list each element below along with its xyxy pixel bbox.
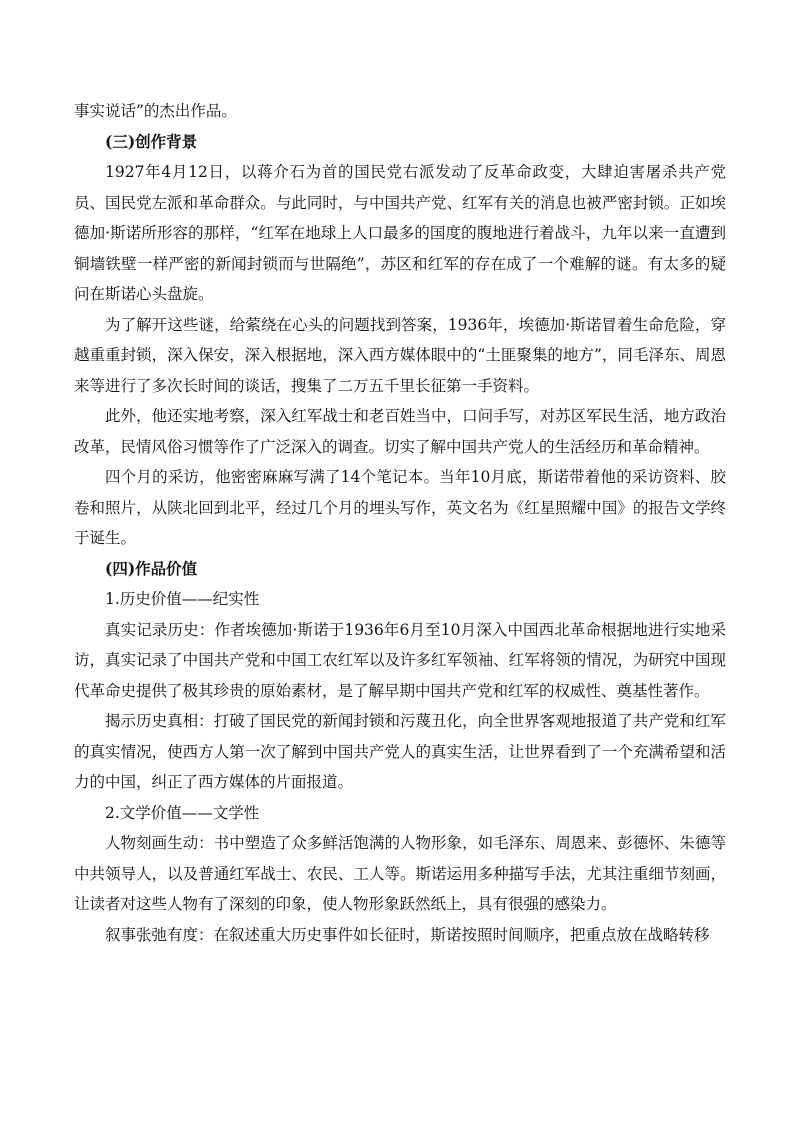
section-heading-value: (四)作品价值: [105, 558, 198, 578]
paragraph-reveal-truth: 揭示历史真相：打破了国民党的新闻封锁和污蔑丑化，向全世界客观地报道了共产党和红军的真实情况，使西方人第一次了解到中国共产党人的真实生活，让世界看到了一个充满希望和活力的中国，纠正了西方媒体的片面报道。: [74, 712, 726, 791]
paragraph-narrative: 叙事张弛有度：在叙述重大历史事件如长征时，斯诺按照时间顺序，把重点放在战略转移: [105, 925, 710, 944]
paragraph-characterization: 人物刻画生动：书中塑造了众多鲜活饱满的人物形象，如毛泽东、周恩来、彭德怀、朱德等中共领导人，以及普通红军战士、农民、工人等。斯诺运用多种描写手法，尤其注重细节刻画，让读者对这些人物有了深刻的印象，使人物形象跃然纸上，具有很强的感染力。: [74, 834, 726, 913]
section-heading-background: (三)创作背景: [105, 131, 198, 151]
subheading-historical-value: 1.历史价值——纪实性: [105, 590, 260, 608]
paragraph-background-4: 四个月的采访，他密密麻麻写满了14个笔记本。当年10月底，斯诺带着他的采访资料、胶卷和照片，从陕北回到北平，经过几个月的埋头写作，英文名为《红星照耀中国》的报告文学终于诞生。: [74, 468, 726, 547]
document-page: [74, 96, 726, 950]
paragraph-continuation: 事实说话”的杰出作品。: [74, 102, 237, 120]
paragraph-background-3: 此外，他还实地考察，深入红军战士和老百姓当中，口问手写，对苏区军民生活，地方政治改革，民情风俗习惯等作了广泛深入的调查。切实了解中国共产党人的生活经历和革命精神。: [74, 407, 726, 456]
paragraph-record-history: 真实记录历史：作者埃德加·斯诺于1936年6月至10月深入中国西北革命根据地进行实地采访，真实记录了中国共产党和中国工农红军以及许多红军领袖、红军将领的情况，为研究中国现代革命史提供了极其珍贵的原始素材，是了解早期中国共产党和红军的权威性、奠基性著作。: [74, 620, 726, 700]
paragraph-background-2: 为了解开这些谜，给萦绕在心头的问题找到答案，1936年，埃德加·斯诺冒着生命危险，穿越重重封锁，深入保安，深入根据地，深入西方媒体眼中的“土匪聚集的地方”，同毛泽东、周恩来等进行了多次长时间的谈话，搜集了二万五千里长征第一手资料。: [74, 315, 726, 395]
paragraph-background-1: 1927年4月12日，以蒋介石为首的国民党右派发动了反革命政变，大肆迫害屠杀共产党员、国民党左派和革命群众。与此同时，与中国共产党、红军有关的消息也被严密封锁。正如埃德加·斯诺所形容的那样，“红军在地球上人口最多的国度的腹地进行着战斗，九年以来一直遭到铜墙铁壁一样严密的新闻封锁而与世隔绝”，苏区和红军的存在成了一个难解的谜。有太多的疑问在斯诺心头盘旋。: [74, 163, 726, 303]
subheading-literary-value: 2.文学价值——文学性: [105, 803, 260, 822]
